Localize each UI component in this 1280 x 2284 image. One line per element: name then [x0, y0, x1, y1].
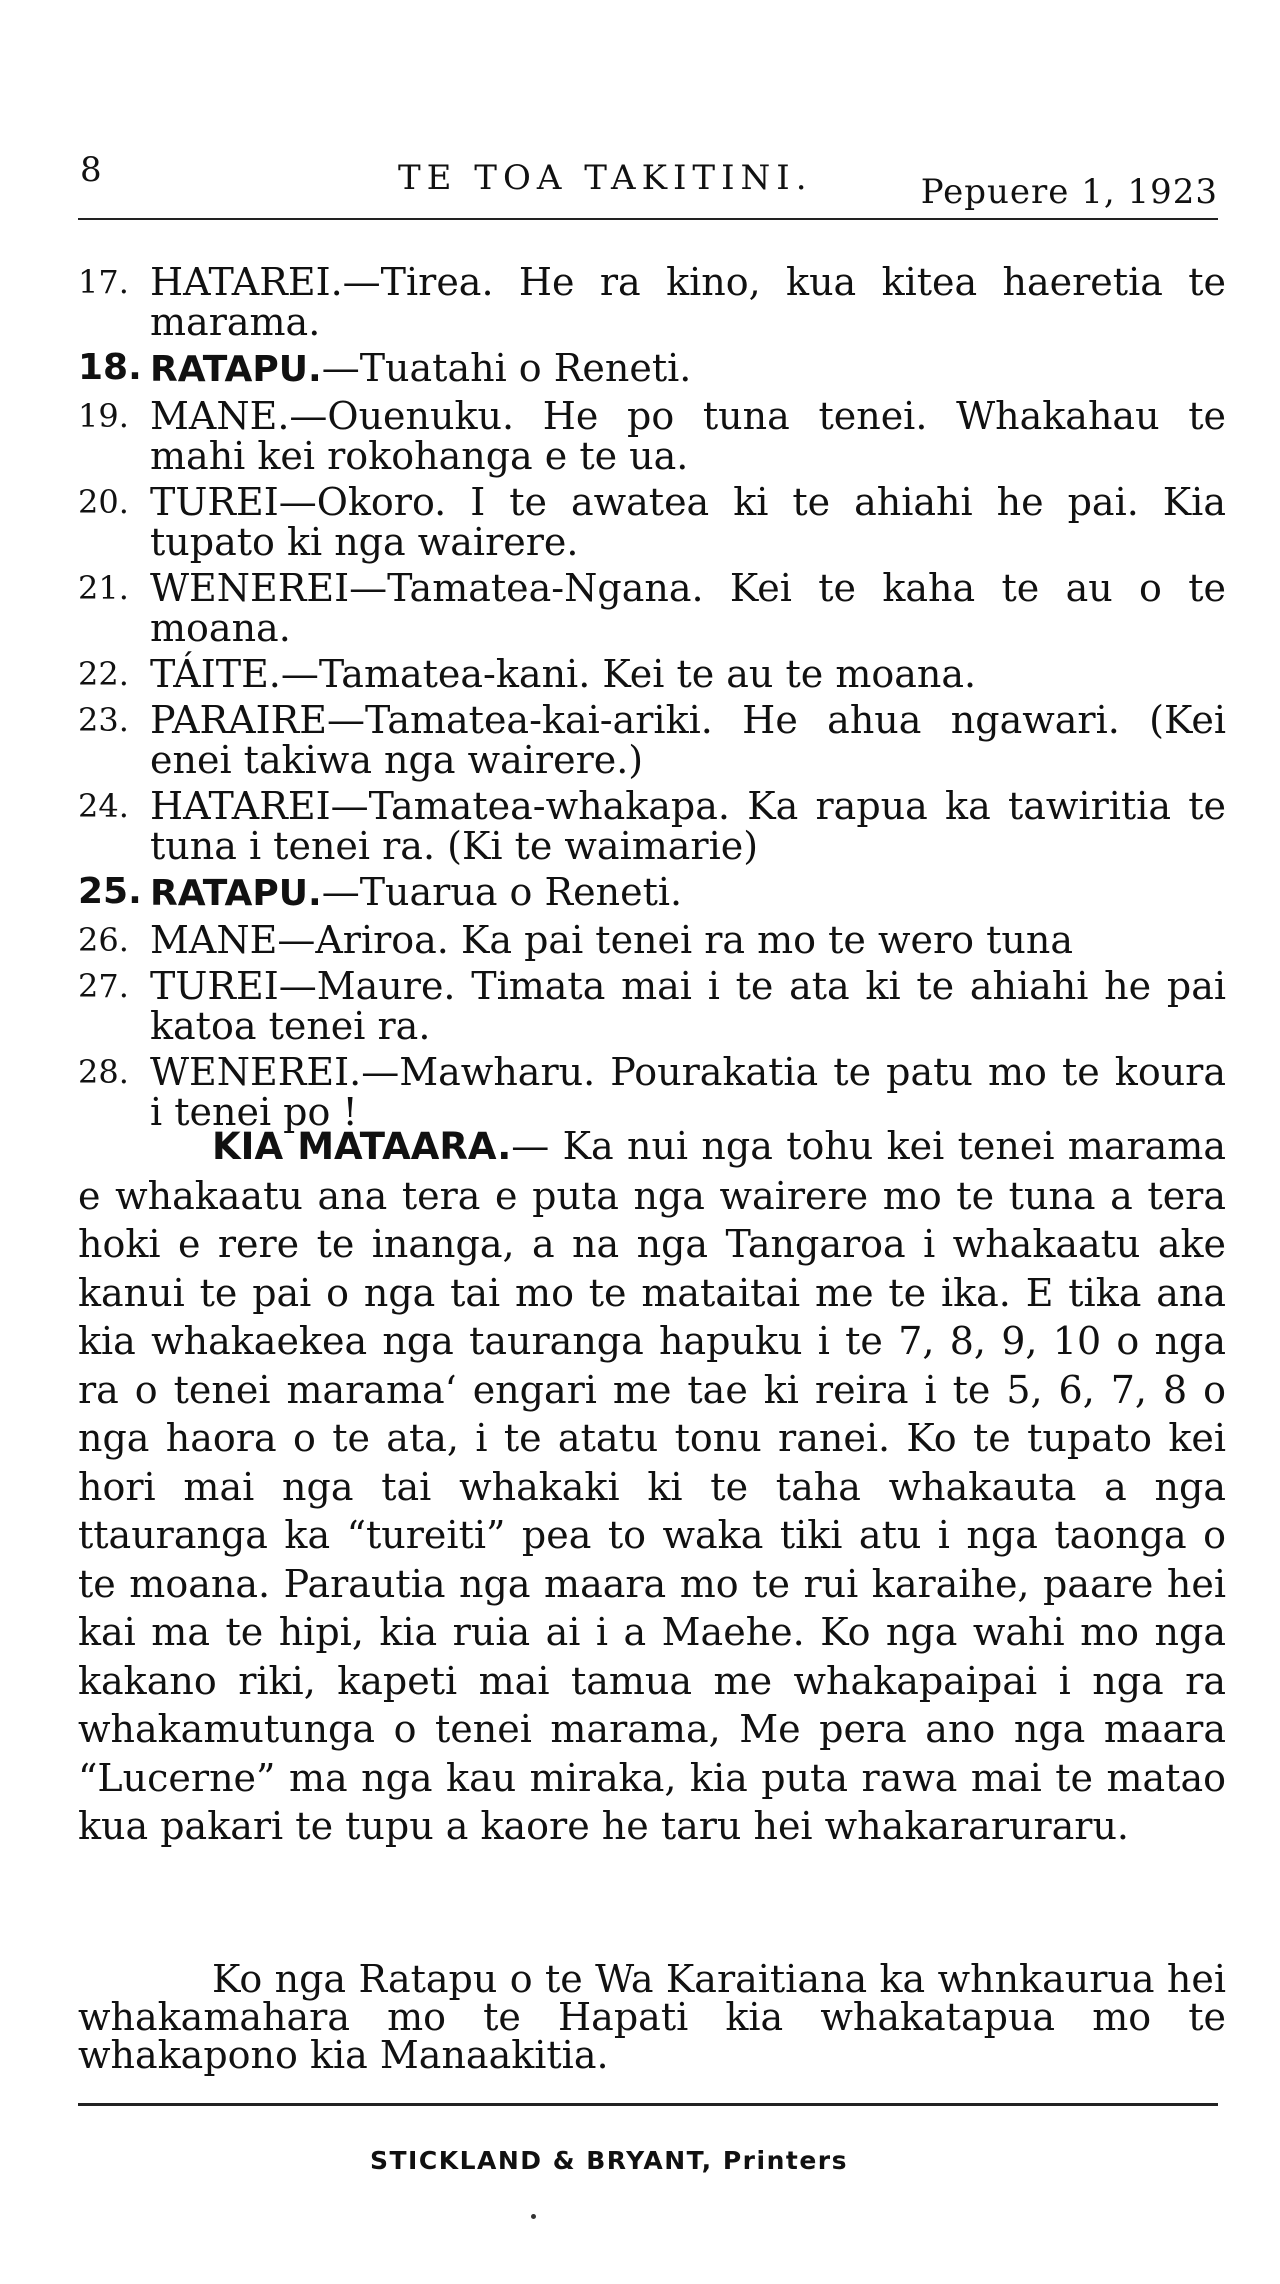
entry-day: HATAREI.: [150, 260, 343, 304]
entry-text: —Tamatea-kai-ariki. He ahua ngawari. (Kei enei takiwa nga wairere.): [150, 698, 1226, 782]
notice-paragraph: [78, 1122, 1226, 1851]
calendar-entry: [78, 966, 1226, 1046]
entry-number: 22.: [78, 655, 129, 693]
entry-day: MANE.: [150, 394, 290, 438]
calendar-entry-sunday: [78, 872, 1226, 914]
calendar-entry: [78, 568, 1226, 648]
calendar-entry: [78, 786, 1226, 866]
entry-text: —Tamatea-whakapa. Ka rapua ka tawiritia te tuna i tenei ra. (Ki te waimarie): [150, 784, 1226, 868]
calendar-entry: [78, 262, 1226, 342]
entry-number: 20.: [78, 483, 129, 521]
print-speck: [531, 2214, 536, 2219]
entry-day: MANE: [150, 918, 278, 962]
entry-text: —Okoro. I te awatea ki te ahiahi he pai. Kia tupato ki nga wairere.: [150, 480, 1226, 564]
entry-text: —Tamatea-Ngana. Kei te kaha te au o te moana.: [150, 566, 1226, 650]
entry-number: 18.: [78, 347, 142, 388]
notice-heading: KIA MATAARA.: [212, 1125, 512, 1168]
calendar-entry: [78, 920, 1226, 960]
calendar-entry-sunday: [78, 348, 1226, 390]
entry-text: —Tirea. He ra kino, kua kitea haeretia te marama.: [150, 260, 1226, 344]
page-header: [78, 150, 1218, 210]
closing-paragraph: Ko nga Ratapu o te Wa Karaitiana ka whnkaurua hei whakamahara mo te Hapati kia whakatapua mo te whakapono kia Manaakitia.: [78, 1957, 1226, 2077]
printer-imprint: STICKLAND & BRYANT, Printers: [370, 2146, 848, 2175]
calendar-entry: [78, 1052, 1226, 1132]
calendar-entry: [78, 654, 1226, 694]
entry-number: 25.: [78, 871, 142, 912]
entry-number: 19.: [78, 397, 129, 435]
entry-text: —Tuatahi o Reneti.: [321, 346, 692, 390]
entry-text: —Mawharu. Pourakatia te patu mo te koura i tenei po !: [150, 1050, 1226, 1134]
entry-day: WENEREI.: [150, 1050, 362, 1094]
calendar-entry: [78, 482, 1226, 562]
entry-text: —Maure. Timata mai i te ata ki te ahiahi he pai katoa tenei ra.: [150, 964, 1226, 1048]
entry-day: HATAREI: [150, 784, 331, 828]
issue-date: Pepuere 1, 1923: [920, 172, 1218, 212]
entry-day: TUREI: [150, 964, 279, 1008]
entry-text: —Tuarua o Reneti.: [321, 870, 683, 914]
entry-day: WENEREI: [150, 566, 350, 610]
running-title: TE TOA TAKITINI.: [398, 158, 813, 198]
entry-number: 23.: [78, 701, 129, 739]
entry-number: 28.: [78, 1053, 129, 1091]
entry-number: 21.: [78, 569, 129, 607]
entry-day: TUREI: [150, 480, 279, 524]
entry-number: 17.: [78, 263, 129, 301]
entry-day: PARAIRE: [150, 698, 327, 742]
calendar-entry: [78, 396, 1226, 476]
calendar-list: [78, 262, 1226, 1138]
notice-body: — Ka nui nga tohu kei tenei marama e whakaatu ana tera e puta nga wairere mo te tuna a tera hoki e rere te inanga, a na nga Tangaroa i whakaatu ake kanui te pai o nga tai mo te mataitai me te ika. E tika ana kia whakaekea nga tauranga hapuku i te 7, 8, 9, 10 o nga ra o tenei marama‘ engari me tae ki reira i te 5, 6, 7, 8 o nga haora o te ata, i te atatu tonu ranei. Ko te tupato kei hori mai nga tai whakaki ki te taha whakauta a nga ttauranga ka “tureiti” pea to waka tiki atu i nga taonga o te moana. Parautia nga maara mo te rui karaihe, paare hei kai ma te hipi, kia ruia ai i a Maehe. Ko nga wahi mo nga kakano riki, kapeti mai tamua me whakapaipai i nga ra whakamutunga o tenei marama, Me pera ano nga maara “Lucerne” ma nga kau miraka, kia puta rawa mai te matao kua pakari te tupu a kaore he taru hei whakararuraru.: [78, 1124, 1226, 1848]
entry-day: RATAPU.: [150, 873, 322, 914]
entry-text: —Ouenuku. He po tuna tenei. Whakahau te mahi kei rokohanga e te ua.: [150, 394, 1226, 478]
entry-number: 27.: [78, 967, 129, 1005]
page-number: 8: [80, 150, 103, 190]
entry-day: RATAPU.: [150, 349, 322, 390]
footer-rule: [78, 2103, 1218, 2106]
entry-number: 24.: [78, 787, 129, 825]
entry-day: TÁITE.: [150, 652, 281, 696]
calendar-entry: [78, 700, 1226, 780]
header-rule: [78, 218, 1218, 220]
entry-text: —Ariroa. Ka pai tenei ra mo te wero tuna: [277, 918, 1073, 962]
entry-text: —Tamatea-kani. Kei te au te moana.: [280, 652, 977, 696]
entry-number: 26.: [78, 921, 129, 959]
